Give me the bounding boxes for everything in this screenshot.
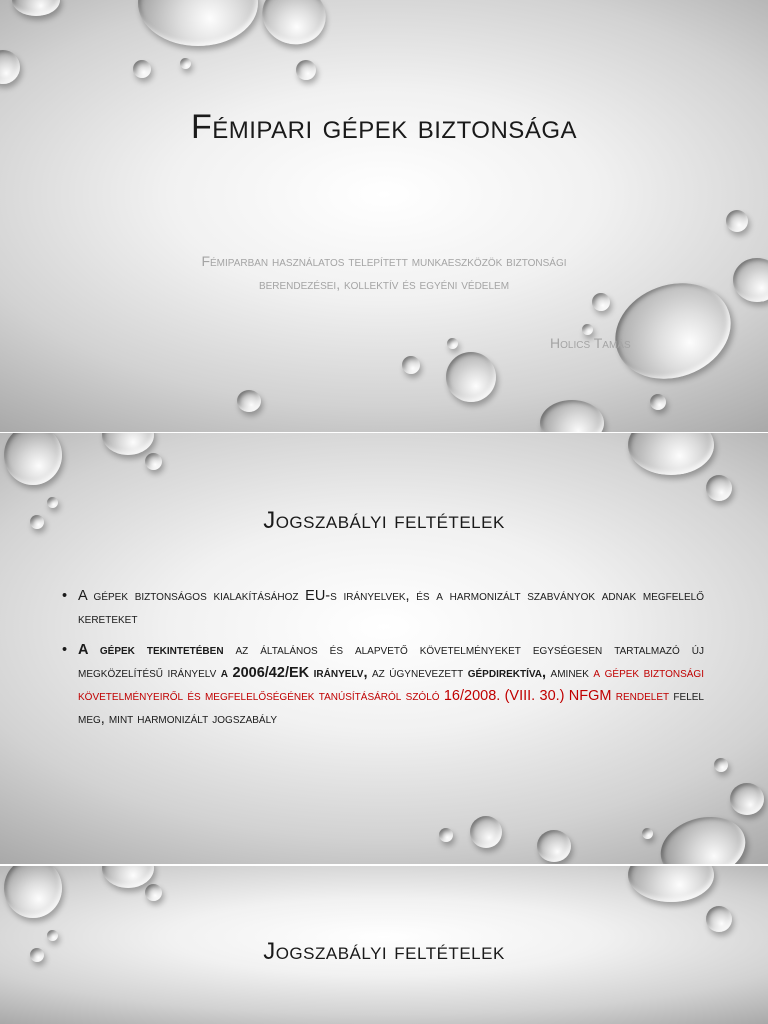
water-drop: [706, 475, 732, 501]
water-drop: [706, 906, 732, 932]
slide-title: Fémipari gépek biztonsága: [190, 108, 578, 146]
slide-2: [0, 433, 768, 864]
list-item: [62, 585, 704, 631]
water-drop: [255, 0, 334, 52]
slide-title: Jogszabályi feltételek: [263, 938, 505, 965]
water-drop: [4, 866, 62, 918]
water-drop: [726, 210, 748, 232]
water-drop: [628, 866, 714, 902]
author-name: Holics Tamás: [550, 335, 631, 351]
water-drop: [180, 58, 191, 69]
water-drop: [447, 338, 458, 349]
slide-1: [0, 0, 768, 432]
water-drop: [0, 50, 20, 84]
water-drop: [540, 400, 604, 432]
water-drop: [654, 808, 753, 864]
subtitle-line: berendezései, kollektív és egyéni védelem: [258, 276, 510, 292]
water-drop: [582, 324, 593, 335]
water-drop: [237, 390, 261, 412]
body-text: felel meg, mint harmonizált jogszabály: [78, 688, 704, 727]
water-drop: [145, 884, 162, 901]
water-drop: [102, 433, 154, 455]
slide-subtitle: [130, 250, 638, 296]
bullet-list: [62, 585, 704, 739]
bullet-icon: •: [62, 588, 68, 604]
water-drop: [642, 828, 653, 839]
body-text: aminek: [546, 665, 594, 681]
water-drop: [446, 352, 496, 402]
bullet-icon: •: [62, 642, 68, 658]
water-drop: [102, 866, 154, 888]
body-text: az általános és alapvető követelményeket egységesen tartalmazó új megközelítésű irányelv: [78, 642, 704, 681]
water-drop: [628, 433, 714, 475]
water-drop: [730, 783, 764, 815]
water-drop: [650, 394, 666, 410]
bullet-text: A gépek biztonságos kialakításához EU-s irányelvek, és a harmonizált szabványok adnak megfelelő kereteket: [78, 588, 704, 627]
regulation-highlight: a gépek biztonsági követelményeiről és megfelelőségének tanúsításáról szóló 16/2008. (VIII. 30.) NFGM rendelet: [78, 665, 704, 704]
water-drop: [138, 0, 258, 46]
subtitle-line: Fémiparban használatos telepített munkaeszközök biztonsági: [201, 253, 567, 269]
bold-text: A gépek tekintetében: [78, 642, 224, 658]
water-drop: [145, 453, 162, 470]
water-drop: [296, 60, 316, 80]
body-text: az úgynevezett: [367, 665, 468, 681]
slide-title: Jogszabályi feltételek: [263, 507, 505, 534]
bold-text: gépdirektíva,: [467, 665, 547, 681]
water-drop: [714, 758, 728, 772]
water-drop: [133, 60, 151, 78]
water-drop: [12, 0, 60, 16]
water-drop: [470, 816, 502, 848]
water-drop: [537, 830, 571, 862]
bold-text: a 2006/42/EK irányelv,: [220, 665, 368, 681]
water-drop: [402, 356, 420, 374]
water-drop: [4, 433, 62, 485]
water-drop: [439, 828, 453, 842]
slide-3: [0, 866, 768, 1024]
list-item: [62, 639, 704, 731]
water-drop: [733, 258, 768, 302]
